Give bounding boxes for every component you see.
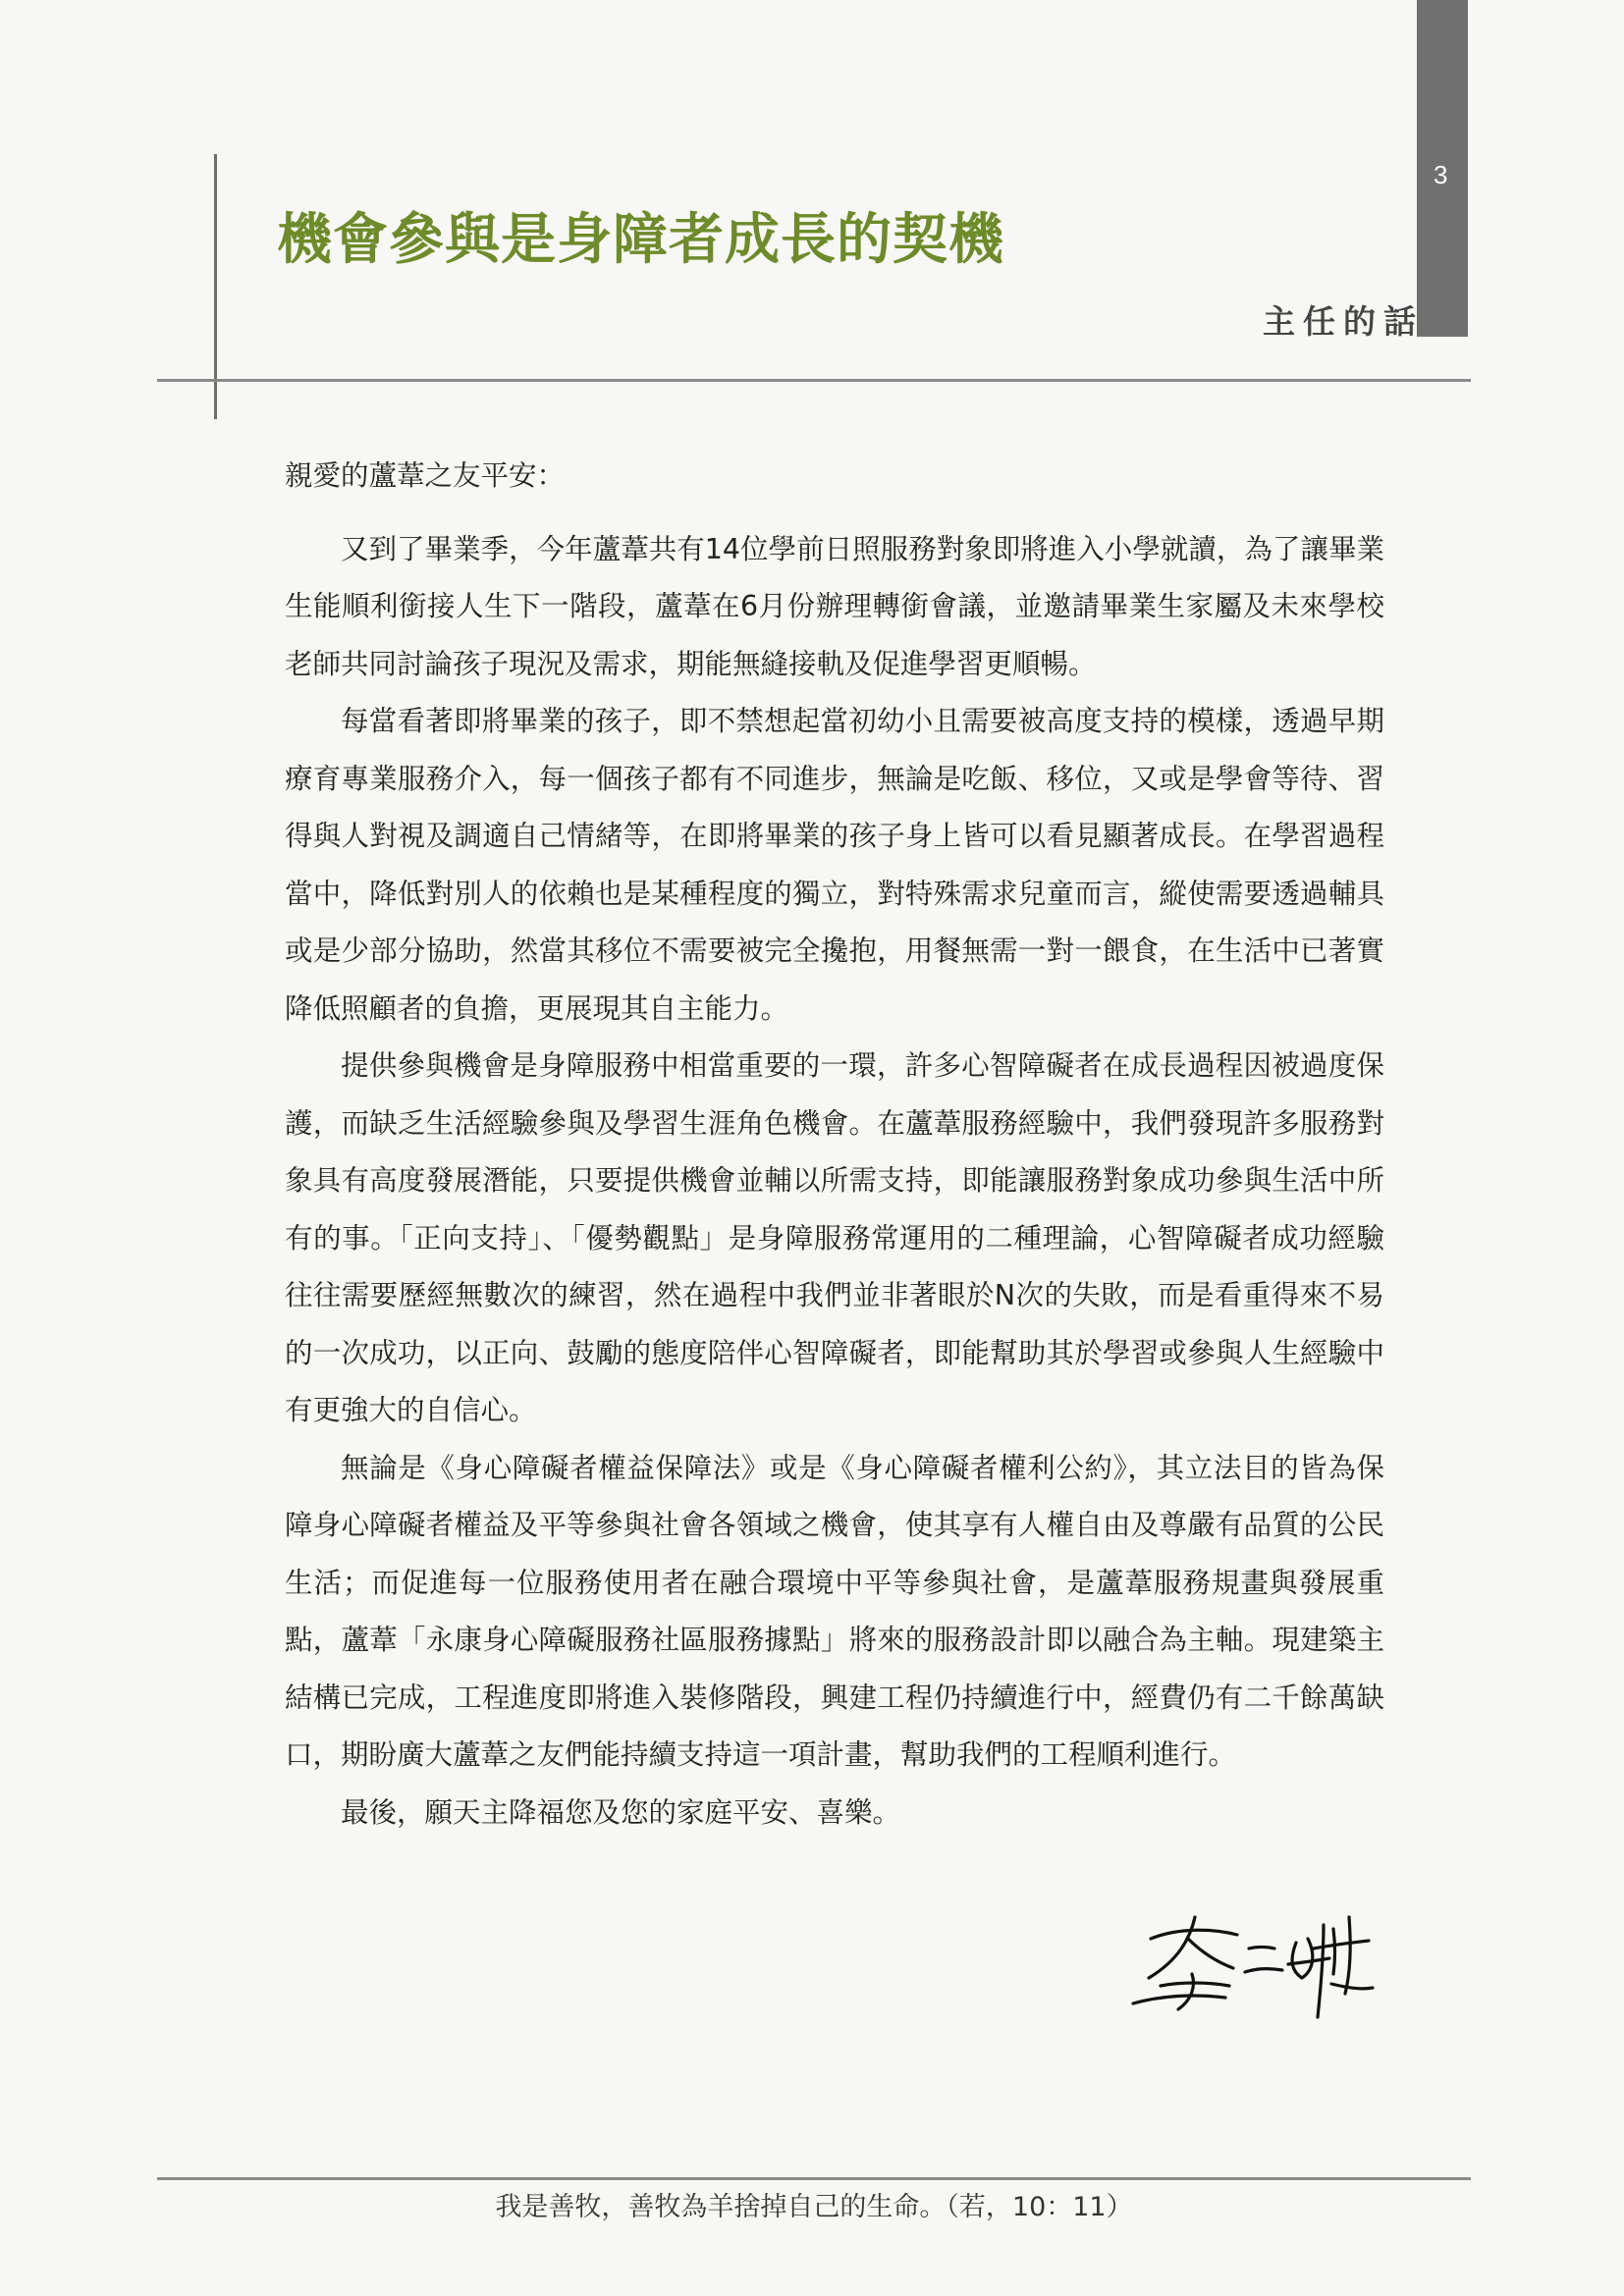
letter-paragraph: 每當看著即將畢業的孩子，即不禁想起當初幼小且需要被高度支持的模樣，透過早期療育專業服務介入，每一個孩子都有不同進步，無論是吃飯、移位，又或是學會等待、習得與人對視及調適自己情緒等，在即將畢業的孩子身上皆可以看見顯著成長。在學習過程當中，降低對別人的依賴也是某種程度的獨立，對特殊需求兒童而言，縱使需要透過輔具或是少部分協助，然當其移位不需要被完全攙抱，用餐無需一對一餵食，在生活中已著實降低照顧者的負擔，更展現其自主能力。 [285, 705, 1384, 1025]
footer-divider [157, 2177, 1471, 2180]
footer-citation: （若，10：11） [946, 2192, 1133, 2222]
letter-paragraph: 無論是《身心障礙者權益保障法》或是《身心障礙者權利公約》，其立法目的皆為保障身心障礙者權益及平等參與社會各領域之機會，使其享有人權自由及尊嚴有品質的公民生活；而促進每一位服務使用者在融合環境中平等參與社會，是蘆葦服務規畫與發展重點，蘆葦「永康身心障礙服務社區服務據點」將來的服務設計即以融合為主軸。現建築主結構已完成，工程進度即將進入裝修階段，興建工程仍持續進行中，經費仍有二千餘萬缺口，期盼廣大蘆葦之友們能持續支持這一項計畫，幫助我們的工程順利進行。 [285, 1451, 1384, 1771]
header-divider [157, 379, 1471, 382]
letter-paragraph: 提供參與機會是身障服務中相當重要的一環，許多心智障礙者在成長過程因被過度保護，而缺乏生活經驗參與及學習生涯角色機會。在蘆葦服務經驗中，我們發現許多服務對象具有高度發展潛能，只要提供機會並輔以所需支持，即能讓服務對象成功參與生活中所有的事。「正向支持」、「優勢觀點」是身障服務常運用的二種理論，心智障礙者成功經驗往往需要歷經無數次的練習，然在過程中我們並非著眼於N次的失敗，而是看重得來不易的一次成功，以正向、鼓勵的態度陪伴心智障礙者，即能幫助其於學習或參與人生經驗中有更強大的自信心。 [285, 1049, 1384, 1426]
footer-verse-text: 我是善牧，善牧為羊捨掉自己的生命。 [495, 2192, 947, 2222]
letter-paragraph: 又到了畢業季，今年蘆葦共有14位學前日照服務對象即將進入小學就讀，為了讓畢業生能順利銜接人生下一階段，蘆葦在6月份辦理轉銜會議，並邀請畢業生家屬及未來學校老師共同討論孩子現況及需求，期能無縫接軌及促進學習更順暢。 [285, 532, 1384, 680]
section-label: 主任的話 [1263, 302, 1424, 341]
page-title: 機會參與是身障者成長的契機 [277, 208, 1004, 272]
page-number: 3 [1434, 160, 1448, 189]
letter-body [285, 448, 1384, 1842]
letter-paragraph: 最後，願天主降福您及您的家庭平安、喜樂。 [341, 1795, 901, 1829]
letter-greeting: 親愛的蘆葦之友平安： [285, 459, 566, 492]
footer-verse [157, 2185, 1471, 2223]
handwritten-signature [1131, 1909, 1377, 2019]
